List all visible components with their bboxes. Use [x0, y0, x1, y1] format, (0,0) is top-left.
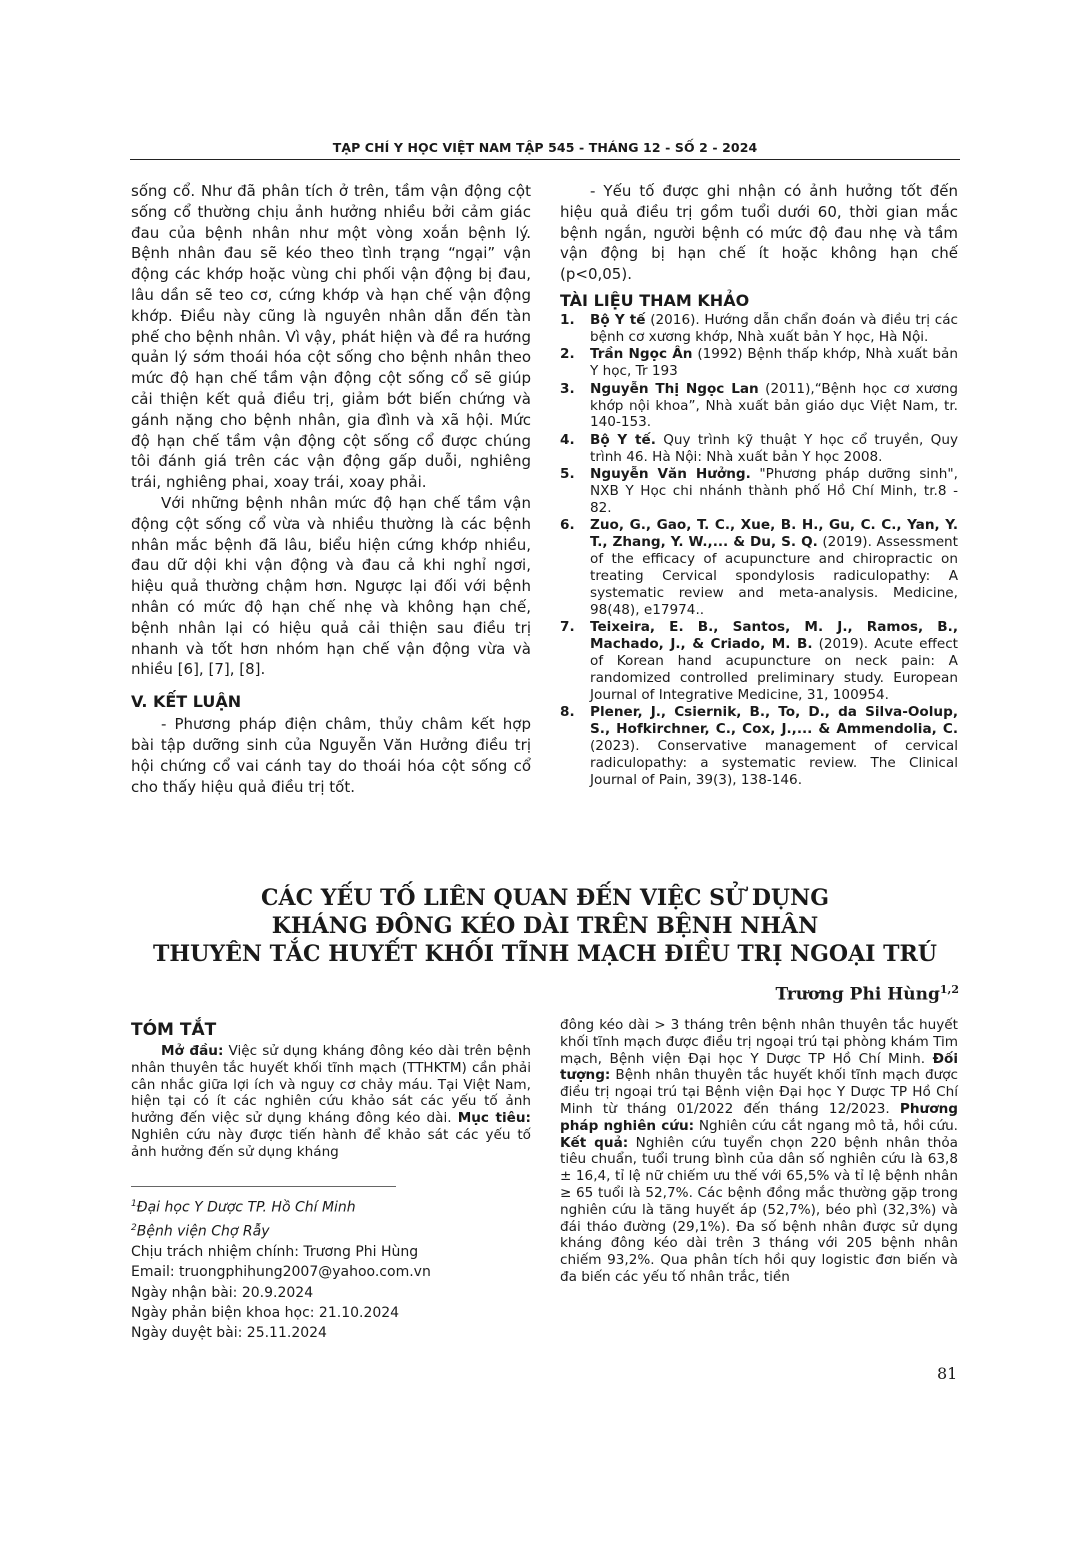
article-title: [130, 884, 960, 968]
article-title-line-3: THUYÊN TẮC HUYẾT KHỐI TĨNH MẠCH ĐIỀU TRỊ NGOẠI TRÚ: [153, 941, 937, 967]
date-reviewed: Ngày phản biện khoa học: 21.10.2024: [131, 1304, 400, 1321]
journal-header: TẠP CHÍ Y HỌC VIỆT NAM TẬP 545 - THÁNG 12 - SỐ 2 - 2024: [332, 140, 758, 155]
references-heading: TÀI LIỆU THAM KHẢO: [560, 290, 750, 310]
conclusion-paragraph-1: - Phương pháp điện châm, thủy châm kết hợp bài tập dưỡng sinh của Nguyễn Văn Hưởng điều trị hội chứng cổ vai cánh tay do thoái hóa cột sống cổ cho thấy hiệu quả điều trị tốt.: [131, 715, 531, 796]
header-rule: [130, 159, 960, 160]
affiliation-1: $^1$Đại học Y Dược TP. Hồ Chí Minh: [131, 1199, 356, 1216]
reference-item: 6. Zuo, G., Gao, T. C., Xue, B. H., Gu, C. C., Yan, Y. T., Zhang, Y. W.,... & Du, S. Q. (2019). Assessment of the efficacy of acupuncture and chiropractic on treating Cervical spondylosis radiculopathy: A systematic review and meta-analysis. Medicine, 98(48), e17974..: [560, 517, 958, 618]
reference-item: 7. Teixeira, E. B., Santos, M. J., Ramos, B., Machado, J., & Criado, M. B. (2019). Acute effect of Korean hand acupuncture on neck pain: A randomized controlled preliminary study. European Journal of Integrative Medicine, 31, 100954.: [560, 619, 958, 703]
reference-item: 4. Bộ Y tế. Quy trình kỹ thuật Y học cổ truyền, Quy trình 46. Hà Nội: Nhà xuất bản Y học 2008.: [560, 431, 958, 465]
author-email: Email: truongphihung2007@yahoo.com.vn: [131, 1264, 431, 1281]
article-title-line-2: KHÁNG ĐÔNG KÉO DÀI TRÊN BỆNH NHÂN: [271, 913, 819, 939]
summary-right: [560, 1017, 958, 1286]
left-column: [131, 181, 531, 797]
reference-item: 3. Nguyễn Thị Ngọc Lan (2011),“Bệnh học cơ xương khớp nội khoa”, Nhà xuất bản giáo dục Việt Nam, tr. 140-153.: [560, 380, 958, 431]
responsible-author: Chịu trách nhiệm chính: Trương Phi Hùng: [131, 1243, 419, 1260]
conclusion-paragraph-2: - Yếu tố được ghi nhận có ảnh hưởng tốt đến hiệu quả điều trị gồm tuổi dưới 60, thời gian mắc bệnh ngắn, người bệnh có mức độ đau nhẹ và tầm vận động bị hạn chế ít hoặc không hạn chế (p<0,05).: [560, 182, 958, 284]
reference-item: 8. Plener, J., Csiernik, B., To, D., da Silva-Oolup, S., Hofkirchner, C., Cox, J.,... & Ammendolia, C. (2023). Conservative management of cervical radiculopathy: a systematic review. The Clinical Journal of Pain, 39(3), 138-146.: [560, 704, 958, 788]
summary-paragraph-1: Mở đầu: Việc sử dụng kháng đông kéo dài trên bệnh nhân thuyên tắc huyết khối tĩnh mạch (TTHKTM) cần phải cân nhắc giữa lợi ích và nguy cơ chảy máu. Tại Việt Nam, hiện tại có ít các nghiên cứu khảo sát các yếu tố ảnh hưởng đến việc sử dụng kháng đông kéo dài. Mục tiêu: Nghiên cứu này được tiến hành để khảo sát các yếu tố ảnh hưởng đến sử dụng kháng: [131, 1043, 531, 1160]
article-author: Trương Phi Hùng$^{1,2}$: [775, 983, 959, 1005]
left-paragraph-1: sống cổ. Như đã phân tích ở trên, tầm vận động cột sống cổ thường chịu ảnh hưởng nhiều bởi cảm giác đau của bệnh nhân như một vòng xoắn bệnh lý. Bệnh nhân đau sẽ kéo theo tình trạng “ngại” vận động các khớp hoặc vùng chi phối vận động bị đau, lâu dần sẽ teo cơ, cứng khớp và hạn chế vận động khớp. Điều này cũng là nguyên nhân dẫn đến tàn phế cho bệnh nhân. Vì vậy, phát hiện và đề ra hướng quản lý sớm thoái hóa cột sống cho bệnh nhân theo mức độ hạn chế tầm vận động cột sống cổ sẽ giúp cải thiện kết quả điều trị, giảm bớt biến chứng và gánh nặng cho bệnh nhân, gia đình và xã hội. Mức độ hạn chế tầm vận động cột sống cổ được chúng tôi đánh giá trên các vận động gấp duỗi, nghiêng trái, nghiêng phai, xoay trái, xoay phải.: [131, 182, 531, 492]
summary-left: [131, 1020, 531, 1161]
page-number: 81: [937, 1364, 958, 1383]
summary-paragraph-2: đông kéo dài > 3 tháng trên bệnh nhân thuyên tắc huyết khối tĩnh mạch được điều trị ngoại trú tại phòng khám Tim mạch, Bệnh viện Đại học Y Dược TP Hồ Chí Minh. Đối tượng: Bệnh nhân thuyên tắc huyết khối tĩnh mạch được điều trị ngoại trú tại Bệnh viện Đại học Y Dược TP Hồ Chí Minh từ tháng 01/2022 đến tháng 12/2023. Phương pháp nghiên cứu: Nghiên cứu cắt ngang mô tả, hồi cứu. Kết quả: Nghiên cứu tuyển chọn 220 bệnh nhân thỏa tiêu chuẩn, tuổi trung bình của dân số nghiên cứu là 63,8 ± 16,4, tỉ lệ nữ chiếm ưu thế với 65,5% và tỉ lệ bệnh nhân ≥ 65 tuổi là 52,7%. Các bệnh đồng mắc thường gặp trong nghiên cứu là tăng huyết áp (52,7%), béo phì (32,3%) và đái tháo đường (29,1%). Đa số bệnh nhân được sử dụng kháng đông kéo dài trên 3 tháng với 205 bệnh nhân chiếm 93,2%. Qua phân tích hồi quy logistic đơn biến và đa biến các yếu tố nhân trắc, tiền: [560, 1017, 959, 1285]
date-accepted: Ngày duyệt bài: 25.11.2024: [131, 1325, 327, 1342]
affiliation-2: $^2$Bệnh viện Chợ Rẫy: [131, 1222, 270, 1240]
left-paragraph-2: Với những bệnh nhân mức độ hạn chế tầm vận động cột sống cổ vừa và nhiều thường là các bệnh nhân mắc bệnh đã lâu, biểu hiện cứng khớp nhiều, đau dữ dội khi vận động và đau cả khi nghỉ ngơi, hiệu quả thường chậm hơn. Ngược lại đối với bệnh nhân có mức độ hạn chế nhẹ và không hạn chế, bệnh nhân lại có hiệu quả cải thiện sau điều trị nhanh và tốt hơn nhóm hạn chế vận động vừa và nhiều [6], [7], [8].: [131, 493, 531, 679]
references-list: [560, 312, 958, 789]
summary-heading: TÓM TẮT: [131, 1020, 217, 1040]
date-received: Ngày nhận bài: 20.9.2024: [131, 1284, 314, 1301]
reference-item: 1. Bộ Y tế (2016). Hướng dẫn chẩn đoán và điều trị các bệnh cơ xương khớp, Nhà xuất bản Y học, Hà Nội.: [560, 311, 958, 345]
conclusion-heading: V. KẾT LUẬN: [131, 692, 242, 712]
reference-item: 5. Nguyễn Văn Hưởng. "Phương pháp dưỡng sinh", NXB Y Học chi nhánh thành phố Hồ Chí Minh, tr.8 - 82.: [560, 466, 958, 516]
right-column: [560, 181, 958, 789]
footnote-rule: [131, 1186, 396, 1187]
reference-item: 2. Trần Ngọc Ân (1992) Bệnh thấp khớp, Nhà xuất bản Y học, Tr 193: [560, 346, 958, 380]
footnotes: [131, 1194, 531, 1343]
article-title-line-1: CÁC YẾU TỐ LIÊN QUAN ĐẾN VIỆC SỬ DỤNG: [260, 885, 830, 911]
